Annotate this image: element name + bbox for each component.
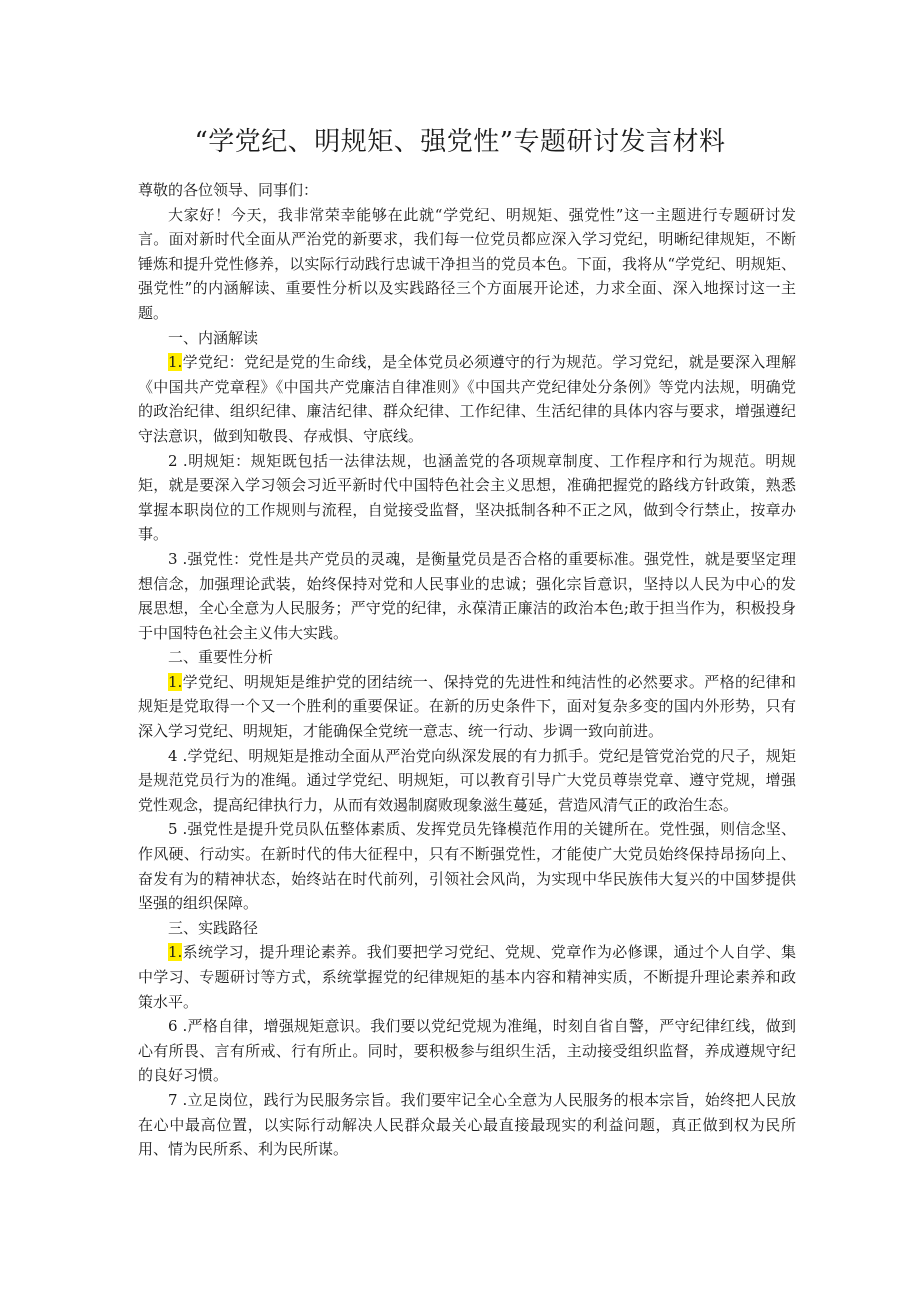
item-number: 7 xyxy=(168,1090,178,1109)
section-item xyxy=(138,817,796,915)
item-number: 2 xyxy=(168,451,178,470)
item-text: 系统学习，提升理论素养。我们要把学习党纪、党规、党章作为必修课，通过个人自学、集中学习、专题研讨等方式，系统掌握党的纪律规矩的基本内容和精神实质，不断提升理论素养和政策水平。 xyxy=(138,943,796,1011)
section-item xyxy=(138,350,796,448)
document-title: “学党纪、明规矩、强党性”专题研讨发言材料 xyxy=(194,127,726,157)
intro-paragraph: 大家好！今天，我非常荣幸能够在此就“学党纪、明规矩、强党性”这一主题进行专题研讨发言。面对新时代全面从严治党的新要求，我们每一位党员都应深入学习党纪，明晰纪律规矩，不断锤炼和提升党性修养，以实际行动践行忠诚干净担当的党员本色。下面，我将从“学党纪、明规矩、强党性”的内涵解读、重要性分析以及实践路径三个方面展开论述，力求全面、深入地探讨这一主题。 xyxy=(138,205,796,322)
section-item xyxy=(138,1014,796,1088)
item-number-highlight: 1. xyxy=(168,353,183,372)
section-item xyxy=(138,670,796,744)
item-text: .强党性：党性是共产党员的灵魂，是衡量党员是否合格的重要标准。强党性，就是要坚定理想信念，加强理论武装，始终保持对党和人民事业的忠诚；强化宗旨意识，坚持以人民为中心的发展思想，全心全意为人民服务；严守党的纪律，永葆清正廉洁的政治本色;敢于担当作为，积极投身于中国特色社会主义伟大实践。 xyxy=(138,549,796,642)
item-number: 6 xyxy=(168,1017,178,1036)
item-text: .强党性是提升党员队伍整体素质、发挥党员先锋模范作用的关键所在。党性强，则信念坚、作风硬、行动实。在新时代的伟大征程中，只有不断强党性，才能使广大党员始终保持昂扬向上、奋发有为的精神状态，始终站在时代前列，引领社会风尚，为实现中华民族伟大复兴的中国梦提供坚强的组织保障。 xyxy=(138,820,796,913)
section-heading: 三、实践路径 xyxy=(168,918,259,937)
item-text: 学党纪：党纪是党的生命线，是全体党员必须遵守的行为规范。学习党纪，就是要深入理解《中国共产党章程》《中国共产党廉洁自律准则》《中国共产党纪律处分条例》等党内法规，明确党的政治纪律、组织纪律、廉洁纪律、群众纪律、工作纪律、生活纪律的具体内容与要求，增强遵纪守法意识，做到知敬畏、存戒惧、守底线。 xyxy=(138,353,796,445)
section-item xyxy=(138,1088,796,1162)
section-item xyxy=(138,547,796,645)
section-heading: 一、内涵解读 xyxy=(168,328,259,347)
section-item xyxy=(138,744,796,818)
document-body xyxy=(138,178,796,1162)
item-number-highlight: 1. xyxy=(168,943,183,962)
item-number: 3 xyxy=(168,549,178,568)
section-heading: 二、重要性分析 xyxy=(168,648,274,667)
item-number: 5 xyxy=(168,820,178,839)
item-number-highlight: 1. xyxy=(168,672,183,691)
salutation: 尊敬的各位领导、同事们： xyxy=(138,181,319,199)
item-text: .学党纪、明规矩是推动全面从严治党向纵深发展的有力抓手。党纪是管党治党的尺子，规矩是规范党员行为的准绳。通过学党纪、明规矩，可以教育引导广大党员尊崇党章、遵守党规，增强党性观念，提高纪律执行力，从而有效遏制腐败现象滋生蔓延，营造风清气正的政治生态。 xyxy=(138,746,796,814)
item-text: .明规矩：规矩既包括一法律法规，也涵盖党的各项规章制度、工作程序和行为规范。明规矩，就是要深入学习领会习近平新时代中国特色社会主义思想，准确把握党的路线方针政策，熟悉掌握本职岗位的工作规则与流程，自觉接受监督，坚决抵制各种不正之风，做到令行禁止，按章办事。 xyxy=(138,451,796,544)
item-text: 学党纪、明规矩是维护党的团结统一、保持党的先进性和纯洁性的必然要求。严格的纪律和规矩是党取得一个又一个胜利的重要保证。在新的历史条件下，面对复杂多变的国内外形势，只有深入学习党纪、明规矩，才能确保全党统一意志、统一行动、步调一致向前进。 xyxy=(138,672,796,741)
item-text: .严格自律，增强规矩意识。我们要以党纪党规为准绳，时刻自省自警，严守纪律红线，做到心有所畏、言有所戒、行有所止。同时，要积极参与组织生活，主动接受组织监督，养成遵规守纪的良好习惯。 xyxy=(138,1017,796,1085)
section-item xyxy=(138,449,796,547)
section-item xyxy=(138,940,796,1014)
item-text: .立足岗位，践行为民服务宗旨。我们要牢记全心全意为人民服务的根本宗旨，始终把人民放在心中最高位置，以实际行动解决人民群众最关心最直接最现实的利益问题，真正做到权为民所用、情为民所系、利为民所谋。 xyxy=(138,1090,796,1159)
item-number: 4 xyxy=(168,746,178,765)
